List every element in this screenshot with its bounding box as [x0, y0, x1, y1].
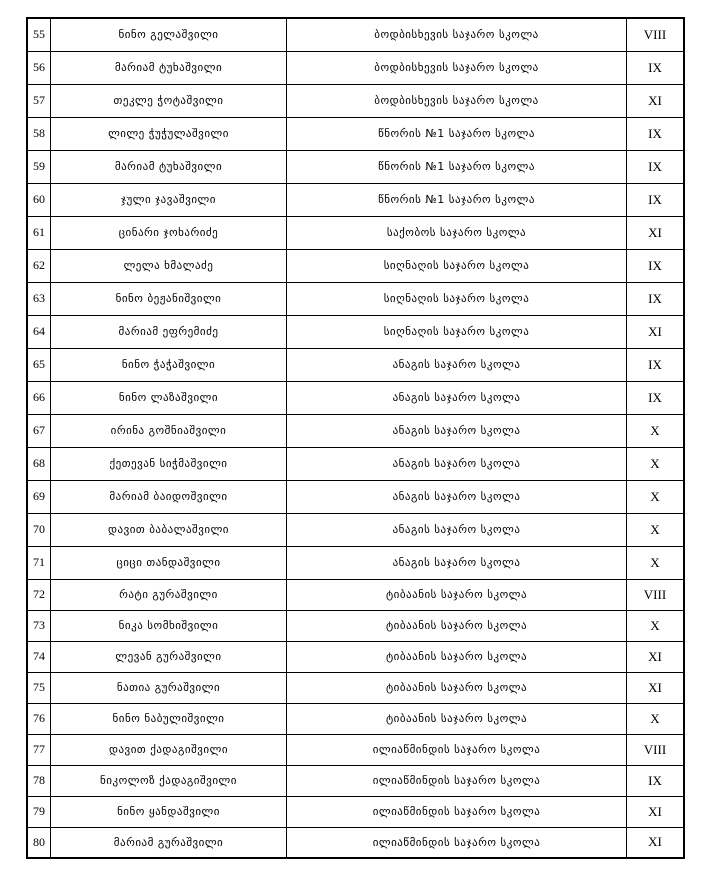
- student-name: დავით ბაბალაშვილი: [51, 513, 287, 546]
- school-name: ანაგის საჯარო სკოლა: [287, 381, 627, 414]
- row-number: 68: [27, 447, 51, 480]
- table-row: [27, 150, 684, 183]
- table-row: [27, 513, 684, 546]
- school-name: ანაგის საჯარო სკოლა: [287, 513, 627, 546]
- grade-level: X: [627, 447, 685, 480]
- table-row: [27, 672, 684, 703]
- student-name: ჯული ჯავაშვილი: [51, 183, 287, 216]
- row-number: 74: [27, 641, 51, 672]
- school-name: ტიბაანის საჯარო სკოლა: [287, 703, 627, 734]
- grade-level: X: [627, 414, 685, 447]
- table-row: [27, 703, 684, 734]
- table-row: [27, 641, 684, 672]
- grade-level: XI: [627, 796, 685, 827]
- grade-level: XI: [627, 84, 685, 117]
- grade-level: X: [627, 480, 685, 513]
- student-name: ნიკა სომხიშვილი: [51, 610, 287, 641]
- student-name: რატი გურაშვილი: [51, 579, 287, 610]
- student-name: ნინო ბეჟანიშვილი: [51, 282, 287, 315]
- row-number: 75: [27, 672, 51, 703]
- school-name: ტიბაანის საჯარო სკოლა: [287, 672, 627, 703]
- student-name: დავით ქადაგიშვილი: [51, 734, 287, 765]
- student-table-body: [27, 18, 684, 858]
- student-name: ლელა ხმალაძე: [51, 249, 287, 282]
- student-name: მარიამ ბაიდოშვილი: [51, 480, 287, 513]
- table-row: [27, 765, 684, 796]
- student-name: ნიკოლოზ ქადაგიშვილი: [51, 765, 287, 796]
- grade-level: IX: [627, 765, 685, 796]
- row-number: 57: [27, 84, 51, 117]
- student-name: ცინარი ჯოხარიძე: [51, 216, 287, 249]
- row-number: 70: [27, 513, 51, 546]
- student-name: ციცი თანდაშვილი: [51, 546, 287, 579]
- student-name: მარიამ გურაშვილი: [51, 827, 287, 858]
- table-row: [27, 282, 684, 315]
- school-name: ილიაწმინდის საჯარო სკოლა: [287, 796, 627, 827]
- student-table-container: [26, 17, 685, 859]
- grade-level: XI: [627, 315, 685, 348]
- student-name: ლევან გურაშვილი: [51, 641, 287, 672]
- table-row: [27, 51, 684, 84]
- row-number: 64: [27, 315, 51, 348]
- grade-level: X: [627, 546, 685, 579]
- table-row: [27, 610, 684, 641]
- table-row: [27, 348, 684, 381]
- student-name: ნათია გურაშვილი: [51, 672, 287, 703]
- student-name: ლილე ჭუჭულაშვილი: [51, 117, 287, 150]
- school-name: საქობოს საჯარო სკოლა: [287, 216, 627, 249]
- school-name: წნორის №1 საჯარო სკოლა: [287, 150, 627, 183]
- table-row: [27, 546, 684, 579]
- school-name: ანაგის საჯარო სკოლა: [287, 414, 627, 447]
- row-number: 71: [27, 546, 51, 579]
- grade-level: X: [627, 703, 685, 734]
- school-name: წნორის №1 საჯარო სკოლა: [287, 117, 627, 150]
- row-number: 69: [27, 480, 51, 513]
- student-name: ნინო გელაშვილი: [51, 18, 287, 51]
- school-name: ანაგის საჯარო სკოლა: [287, 348, 627, 381]
- student-name: ნინო ნაბულიშვილი: [51, 703, 287, 734]
- grade-level: IX: [627, 249, 685, 282]
- school-name: სიღნაღის საჯარო სკოლა: [287, 315, 627, 348]
- row-number: 65: [27, 348, 51, 381]
- row-number: 62: [27, 249, 51, 282]
- grade-level: IX: [627, 117, 685, 150]
- row-number: 78: [27, 765, 51, 796]
- row-number: 63: [27, 282, 51, 315]
- student-name: მარიამ ტუხაშვილი: [51, 51, 287, 84]
- grade-level: X: [627, 610, 685, 641]
- grade-level: XI: [627, 216, 685, 249]
- grade-level: X: [627, 513, 685, 546]
- school-name: წნორის №1 საჯარო სკოლა: [287, 183, 627, 216]
- student-name: მარიამ ეფრემიძე: [51, 315, 287, 348]
- student-table: [26, 17, 685, 859]
- row-number: 72: [27, 579, 51, 610]
- grade-level: VIII: [627, 579, 685, 610]
- school-name: სიღნაღის საჯარო სკოლა: [287, 249, 627, 282]
- school-name: სიღნაღის საჯარო სკოლა: [287, 282, 627, 315]
- row-number: 66: [27, 381, 51, 414]
- grade-level: VIII: [627, 734, 685, 765]
- school-name: ბოდბისხევის საჯარო სკოლა: [287, 51, 627, 84]
- student-name: მარიამ ტუხაშვილი: [51, 150, 287, 183]
- grade-level: VIII: [627, 18, 685, 51]
- school-name: ტიბაანის საჯარო სკოლა: [287, 610, 627, 641]
- grade-level: IX: [627, 51, 685, 84]
- school-name: ტიბაანის საჯარო სკოლა: [287, 641, 627, 672]
- school-name: ანაგის საჯარო სკოლა: [287, 447, 627, 480]
- school-name: ილიაწმინდის საჯარო სკოლა: [287, 827, 627, 858]
- table-row: [27, 734, 684, 765]
- student-name: თეკლე ჭოტაშვილი: [51, 84, 287, 117]
- grade-level: IX: [627, 150, 685, 183]
- row-number: 59: [27, 150, 51, 183]
- row-number: 55: [27, 18, 51, 51]
- grade-level: IX: [627, 183, 685, 216]
- table-row: [27, 796, 684, 827]
- table-row: [27, 414, 684, 447]
- school-name: ბოდბისხევის საჯარო სკოლა: [287, 18, 627, 51]
- school-name: ილიაწმინდის საჯარო სკოლა: [287, 734, 627, 765]
- row-number: 77: [27, 734, 51, 765]
- school-name: ანაგის საჯარო სკოლა: [287, 546, 627, 579]
- row-number: 73: [27, 610, 51, 641]
- table-row: [27, 381, 684, 414]
- table-row: [27, 447, 684, 480]
- school-name: ტიბაანის საჯარო სკოლა: [287, 579, 627, 610]
- table-row: [27, 579, 684, 610]
- grade-level: IX: [627, 381, 685, 414]
- school-name: ილიაწმინდის საჯარო სკოლა: [287, 765, 627, 796]
- student-name: ირინა გოშნიაშვილი: [51, 414, 287, 447]
- table-row: [27, 18, 684, 51]
- grade-level: XI: [627, 641, 685, 672]
- row-number: 67: [27, 414, 51, 447]
- row-number: 79: [27, 796, 51, 827]
- row-number: 58: [27, 117, 51, 150]
- grade-level: XI: [627, 827, 685, 858]
- table-row: [27, 827, 684, 858]
- table-row: [27, 315, 684, 348]
- student-name: ნინო ყანდაშვილი: [51, 796, 287, 827]
- table-row: [27, 117, 684, 150]
- row-number: 60: [27, 183, 51, 216]
- table-row: [27, 84, 684, 117]
- grade-level: IX: [627, 282, 685, 315]
- row-number: 80: [27, 827, 51, 858]
- grade-level: IX: [627, 348, 685, 381]
- student-name: ნინო ლაზაშვილი: [51, 381, 287, 414]
- school-name: ანაგის საჯარო სკოლა: [287, 480, 627, 513]
- table-row: [27, 480, 684, 513]
- row-number: 56: [27, 51, 51, 84]
- table-row: [27, 183, 684, 216]
- row-number: 61: [27, 216, 51, 249]
- grade-level: XI: [627, 672, 685, 703]
- student-name: ნინო ჭაჭაშვილი: [51, 348, 287, 381]
- row-number: 76: [27, 703, 51, 734]
- school-name: ბოდბისხევის საჯარო სკოლა: [287, 84, 627, 117]
- table-row: [27, 249, 684, 282]
- table-row: [27, 216, 684, 249]
- student-name: ქეთევან სიჭმაშვილი: [51, 447, 287, 480]
